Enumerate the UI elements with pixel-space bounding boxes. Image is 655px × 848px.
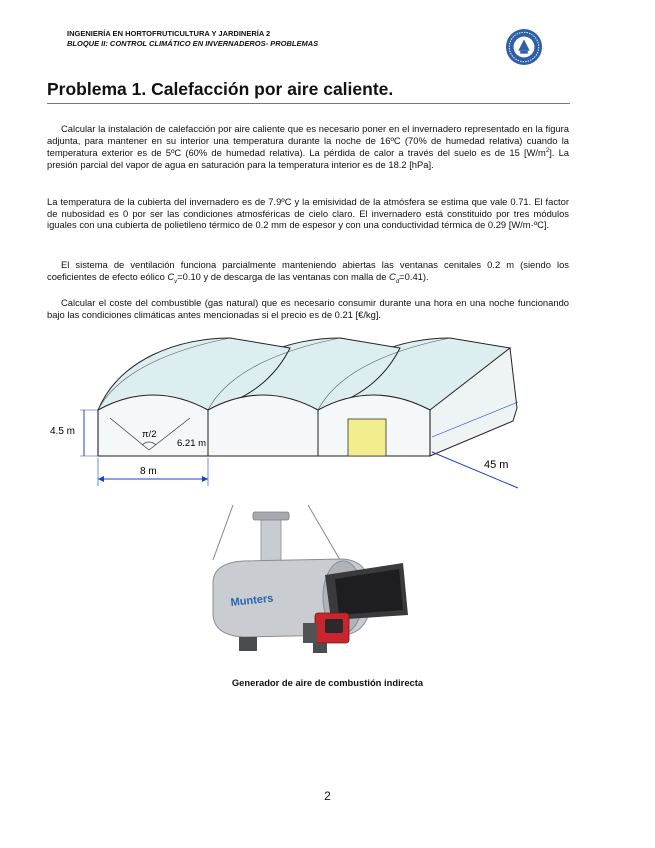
air-heater-image [203,505,423,670]
heater-brand-label: Munters [230,592,274,609]
statement-text-end: ]. La presión parcial del vapor de agua en saturación para la temperatura interior es de 18.2 [hPa]. [47,147,570,170]
greenhouse-figure [40,328,540,493]
header-block: BLOQUE II: CONTROL CLIMÁTICO EN INVERNADEROS- PROBLEMAS [67,39,319,48]
figure-caption: Generador de aire de combustión indirecta [231,677,424,688]
height-label: 4.5 m [50,426,76,437]
university-seal-icon [505,28,543,66]
angle-label: π/2 [142,429,157,440]
coefficient-cv: $C_v$ [167,270,178,285]
ventilation-text: El sistema de ventilación funciona parcialmente manteniendo abiertas las ventanas cenitales 0.2 m (siendo los coeficientes de efecto eólico [47,259,569,282]
statement-text: Calcular la instalación de calefacción por aire caliente que es necesario poner en el invernadero representado en la figura adjunta, para mantener en su interior una temperatura durante la noche de 16ºC (70% de humedad relativa) cuando la temperatura exterior es de 5ºC (60% de humedad relativa). La pérdida de calor a través del suelo es de 15 [W/m [47,123,569,159]
radius-label: 6.21 m [177,438,207,449]
length-label: 45 m [484,459,509,471]
paragraph-fuel-cost: Calcular el coste del combustible (gas natural) que es necesario consumir durante una hora en una noche funcionando bajo las condiciones climáticas antes mencionadas si el precio es de 0.21 [€/kg]. [47,297,569,320]
problem-title: Problema 1. Calefacción por aire caliente. [47,79,570,104]
page-number: 2 [324,789,331,803]
paragraph-cover: La temperatura de la cubierta del invernadero es de 7.9ºC y la emisividad de la atmósfera se estima que vale 0.71. El factor de nubosidad es 0 por ser las condiciones atmosféricas de cielo claro. El invernadero está constituido por tres módulos iguales con una cubierta de polietileno térmico de 0.2 mm de espesor y con una conductividad térmica de 0.29 [W/m·ºC]. [47,196,569,231]
paragraph-ventilation [47,259,569,288]
width-label: 8 m [140,466,157,477]
document-header [67,29,318,49]
coefficient-cd: $C_d$ [389,270,400,285]
ventilation-text-end: =0.41). [399,270,429,282]
ventilation-text-mid: =0.10 y de descarga de las ventanas con malla de [177,270,390,282]
header-course: INGENIERÍA EN HORTOFRUTICULTURA Y JARDINERÍA 2 [67,29,271,38]
greenhouse-door [348,419,386,456]
paragraph-statement [47,123,569,171]
superscript-2: 2 [545,148,550,155]
